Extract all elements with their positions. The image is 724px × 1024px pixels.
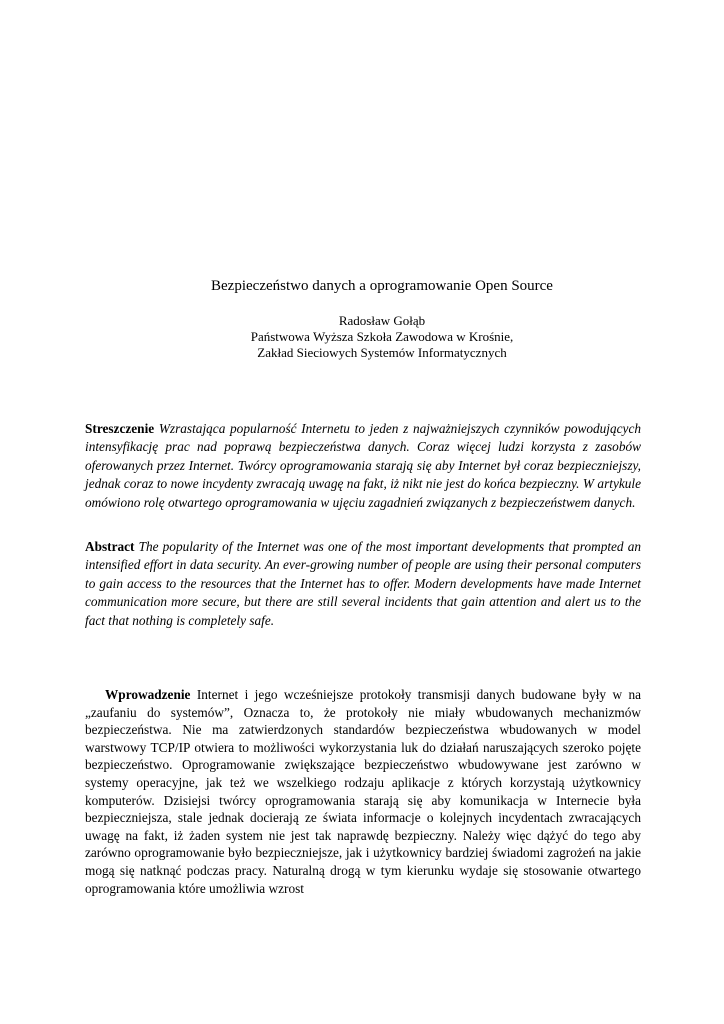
streszczenie-paragraph	[85, 420, 641, 512]
author-name: Radosław Gołąb	[338, 313, 426, 328]
streszczenie-label: Streszczenie	[85, 421, 155, 436]
abstract-text: The popularity of the Internet was one of the most important developments that prompted an intensified effort in data security. An ever-growing number of people are using their personal computers to gain access to the resources that the Internet has to offer. Modern developments have made Internet communication more secure, but there are still several incidents that gain attention and alert us to the fact that nothing is completely safe.	[85, 539, 641, 628]
streszczenie-text: Wzrastająca popularność Internetu to jeden z najważniejszych czynników powodujących intensyfikację prac nad poprawą bezpieczeństwa danych. Coraz więcej ludzi korzysta z zasobów oferowanych przez Internet. Twórcy oprogramowania starają się aby Internet był coraz bezpieczniejszy, jednak coraz to nowe incydenty zwracają uwagę na fakt, iż nikt nie jest do końca bezpieczny. W artykule omówiono rolę otwartego oprogramowania w ujęciu zagadnień związanych z bezpieczeństwem danych.	[85, 421, 641, 510]
affiliation-line-2: Zakład Sieciowych Systemów Informatycznych	[257, 345, 507, 360]
paper-title: Bezpieczeństwo danych a oprogramowanie Open Source	[211, 278, 553, 294]
introduction-paragraph	[85, 686, 641, 897]
introduction-label: Wprowadzenie	[105, 687, 191, 702]
introduction-text: Internet i jego wcześniejsze protokoły transmisji danych budowane były w na „zaufaniu do systemów”, Oznacza to, że protokoły nie miały wbudowanych mechanizmów bezpieczeństwa. Nie ma zatwierdzonych standardów bezpieczeństwa wbudowanych w model warstwowy TCP/IP otwiera to możliwości wykorzystania luk do działań naruszających szeroko pojęte bezpieczeństwo. Oprogramowanie zwiększające bezpieczeństwo wbudowywane jest zarówno w systemy operacyjne, jak też we wszelkiego rodzaju aplikacje z których korzystają użytkownicy komputerów. Dzisiejsi twórcy oprogramowania starają się aby komunikacja w Internecie była bezpieczniejsza, stale jednak docierają ze świata informacje o kolejnych incydentach zwracających uwagę na fakt, iż żaden system nie jest tak naprawdę bezpieczny. Należy więc dążyć do tego aby zarówno oprogramowanie było bezpieczniejsze, jak i użytkownicy bardziej świadomi zagrożeń na jakie mogą się natknąć podczas pracy. Naturalną drogą w tym kierunku wydaje się stosowanie otwartego oprogramowania które umożliwia wzrost	[85, 687, 641, 896]
affiliation-line-1: Państwowa Wyższa Szkoła Zawodowa w Krośnie,	[250, 329, 514, 344]
abstract-label: Abstract	[85, 539, 135, 554]
abstract-paragraph	[85, 538, 641, 630]
